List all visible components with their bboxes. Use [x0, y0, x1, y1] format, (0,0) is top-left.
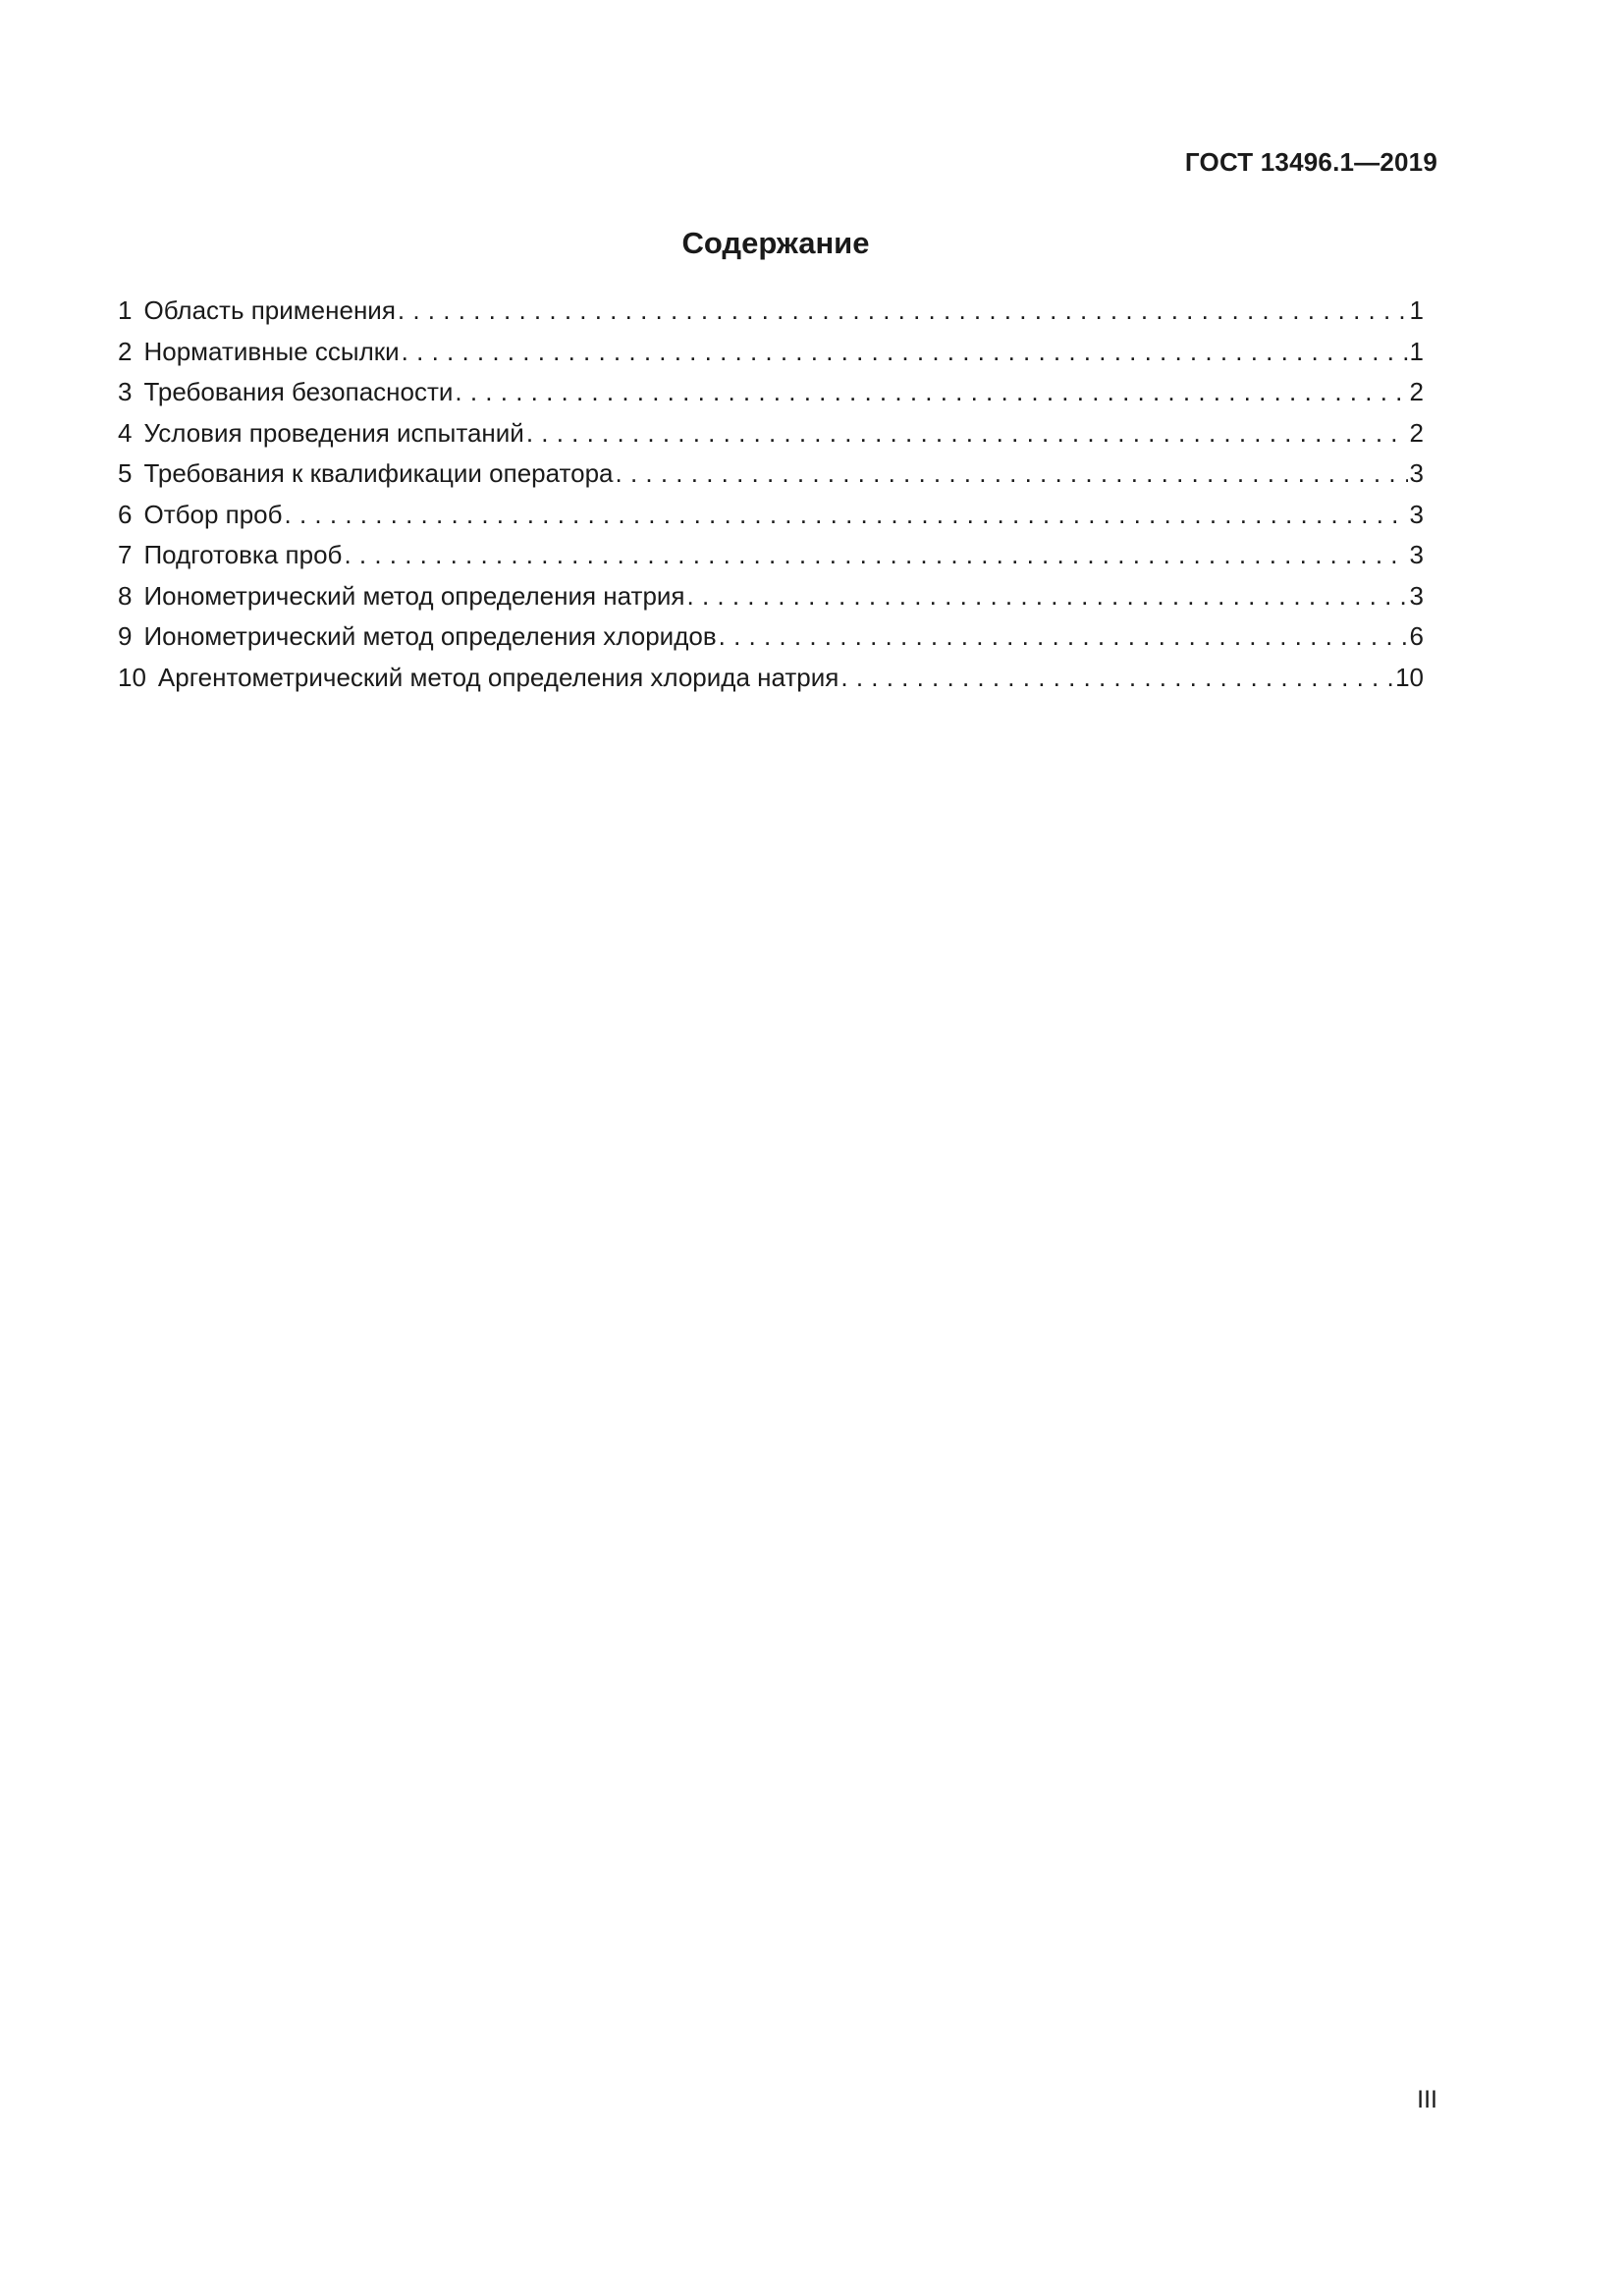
toc-entry[interactable] [118, 540, 1424, 581]
toc-dot-leader [687, 581, 1408, 612]
toc-entry-number: 5 [118, 458, 133, 488]
toc-dot-leader [344, 540, 1407, 570]
toc-dot-leader [526, 418, 1408, 449]
toc-dot-leader [840, 663, 1393, 693]
document-code: ГОСТ 13496.1—2019 [1184, 147, 1437, 177]
toc-entry-number: 2 [118, 336, 133, 366]
toc-entry-title: Условия проведения испытаний [143, 417, 524, 448]
toc-entry-page: 1 [1409, 295, 1424, 325]
toc-entry-title: Требования безопасности [143, 377, 454, 406]
toc-entry-title: Подготовка проб [143, 540, 343, 569]
toc-dot-leader [616, 458, 1408, 489]
toc-entry-page: 3 [1409, 540, 1424, 569]
toc-entry[interactable] [118, 418, 1424, 459]
toc-entry[interactable] [118, 581, 1424, 622]
toc-entry[interactable] [118, 458, 1424, 500]
toc-entry-number: 4 [118, 417, 133, 448]
toc-dot-leader [719, 621, 1408, 652]
toc-entry-title: Область применения [143, 295, 396, 325]
toc-entry-page: 2 [1409, 417, 1424, 448]
page-number: III [1417, 2086, 1437, 2113]
toc-entry-number: 9 [118, 621, 133, 651]
table-of-contents [118, 295, 1424, 703]
toc-entry-title: Ионометрический метод определения натрия [143, 580, 685, 611]
toc-entry[interactable] [118, 295, 1424, 337]
toc-entry[interactable] [118, 621, 1424, 663]
toc-entry-title: Аргентометрический метод определения хлорида натрия [157, 662, 839, 692]
toc-dot-leader [398, 295, 1408, 326]
toc-entry-page: 3 [1409, 458, 1424, 488]
toc-entry-page: 3 [1409, 499, 1424, 529]
toc-entry-number: 8 [118, 580, 133, 611]
toc-entry-title: Требования к квалификации оператора [143, 458, 614, 488]
toc-entry-number: 10 [118, 662, 146, 692]
toc-dot-leader [285, 500, 1408, 530]
toc-entry-page: 10 [1395, 662, 1424, 692]
toc-dot-leader [455, 377, 1407, 407]
toc-entry-page: 6 [1409, 621, 1424, 651]
toc-entry-title: Нормативные ссылки [143, 336, 400, 366]
toc-entry-page: 1 [1409, 336, 1424, 366]
toc-dot-leader [402, 337, 1408, 367]
toc-entry-number: 1 [118, 295, 133, 325]
toc-entry[interactable] [118, 377, 1424, 418]
toc-entry-page: 3 [1409, 580, 1424, 611]
toc-entry[interactable] [118, 500, 1424, 541]
toc-entry-number: 7 [118, 540, 133, 569]
toc-entry-page: 2 [1409, 377, 1424, 406]
toc-entry-number: 3 [118, 377, 133, 406]
toc-entry-number: 6 [118, 499, 133, 529]
toc-title: Содержание [681, 226, 870, 260]
toc-entry-title: Отбор проб [143, 499, 283, 529]
toc-entry[interactable] [118, 337, 1424, 378]
toc-entry-title: Ионометрический метод определения хлоридов [143, 621, 717, 651]
toc-entry[interactable] [118, 663, 1424, 704]
